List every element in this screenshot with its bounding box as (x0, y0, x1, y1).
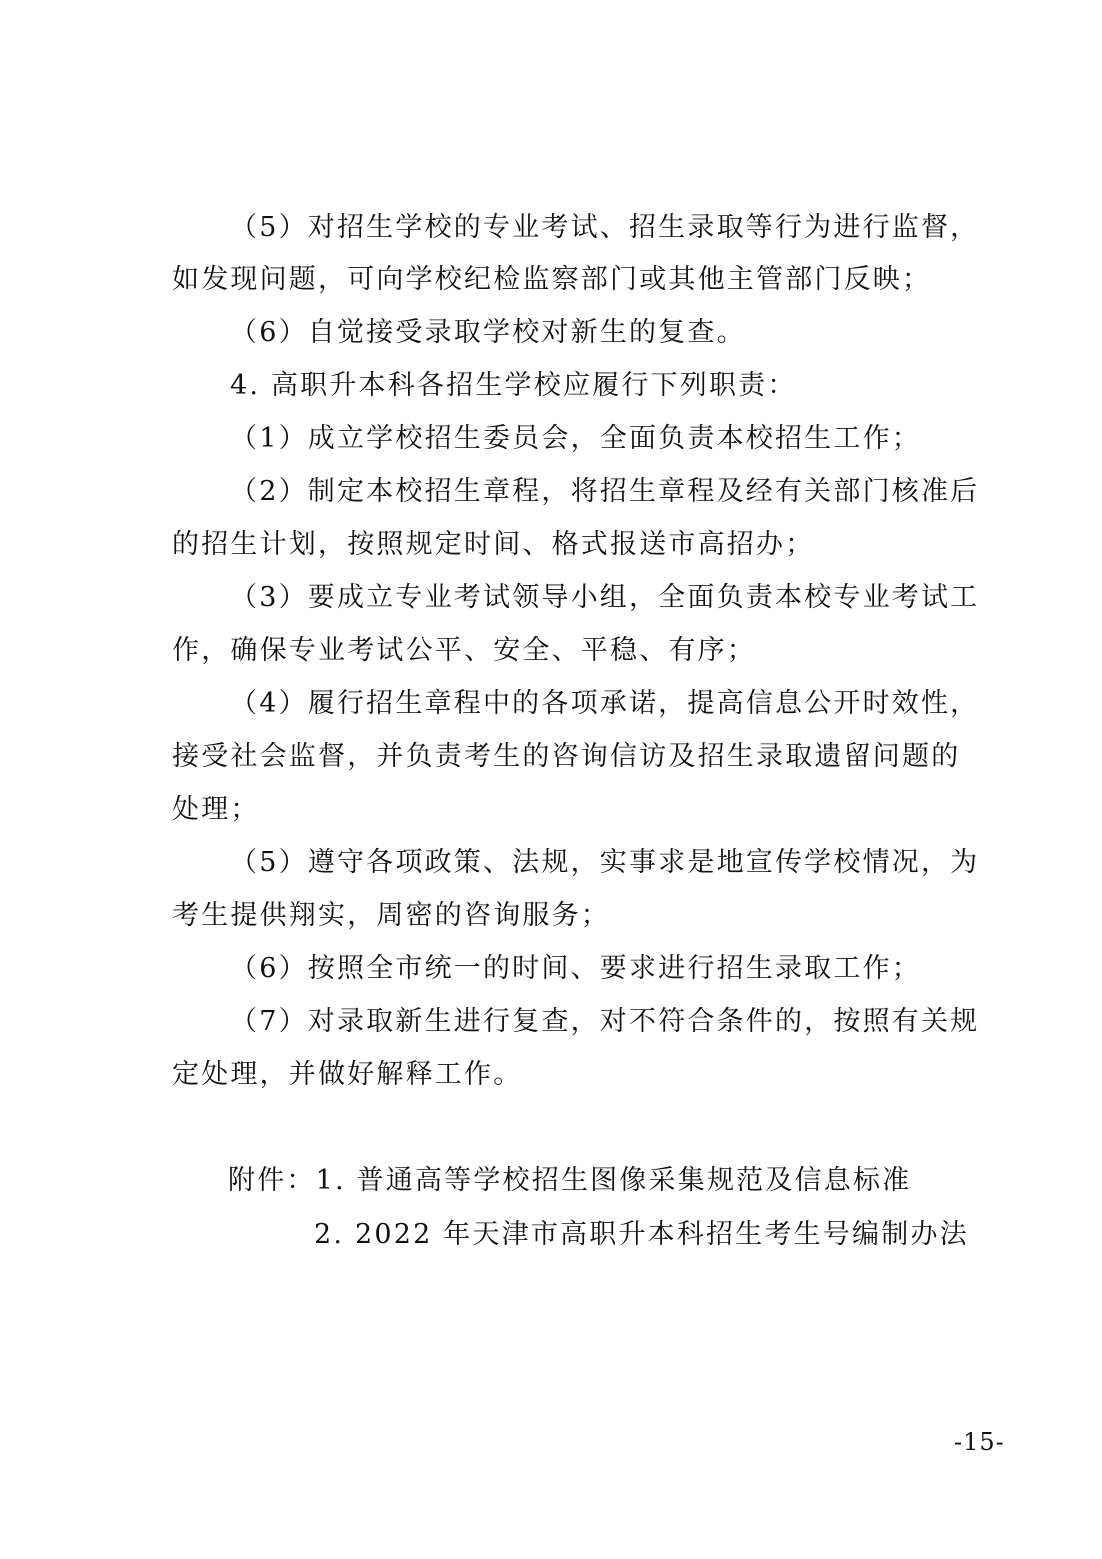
paragraph-line: 考生提供翔实，周密的咨询服务； (172, 900, 610, 931)
paragraph-line: 作，确保专业考试公平、安全、平稳、有序； (172, 635, 756, 666)
paragraph-line: 如发现问题，可向学校纪检监察部门或其他主管部门反映； (172, 264, 932, 295)
paragraph-line: （6）按照全市统一的时间、要求进行招生录取工作； (230, 953, 921, 984)
paragraph-line: （3）要成立专业考试领导小组，全面负责本校专业考试工 (230, 582, 980, 613)
paragraph-line: （5）对招生学校的专业考试、招生录取等行为进行监督， (230, 212, 980, 243)
paragraph-line: 接受社会监督，并负责考生的咨询信访及招生录取遗留问题的 (172, 741, 961, 772)
paragraph-line: （2）制定本校招生章程，将招生章程及经有关部门核准后 (230, 476, 980, 507)
page-number: -15- (954, 1428, 1005, 1456)
attachment-line-2: 2. 2022 年天津市高职升本科招生考生号编制办法 (314, 1219, 969, 1250)
paragraph-line: 的招生计划，按照规定时间、格式报送市高招办； (172, 529, 815, 560)
paragraph-line: （5）遵守各项政策、法规，实事求是地宣传学校情况，为 (230, 847, 980, 878)
paragraph-line: 处理； (172, 794, 260, 825)
paragraph-line: 定处理，并做好解释工作。 (172, 1059, 523, 1090)
paragraph-line: （1）成立学校招生委员会，全面负责本校招生工作； (230, 423, 921, 454)
paragraph-line: （7）对录取新生进行复查，对不符合条件的，按照有关规 (230, 1006, 980, 1037)
attachment-line-1: 附件：1. 普通高等学校招生图像采集规范及信息标准 (228, 1165, 912, 1196)
paragraph-line: （6）自觉接受录取学校对新生的复查。 (230, 317, 746, 348)
paragraph-line: （4）履行招生章程中的各项承诺，提高信息公开时效性， (230, 688, 980, 719)
section-heading: 4. 高职升本科各招生学校应履行下列职责： (230, 370, 797, 401)
